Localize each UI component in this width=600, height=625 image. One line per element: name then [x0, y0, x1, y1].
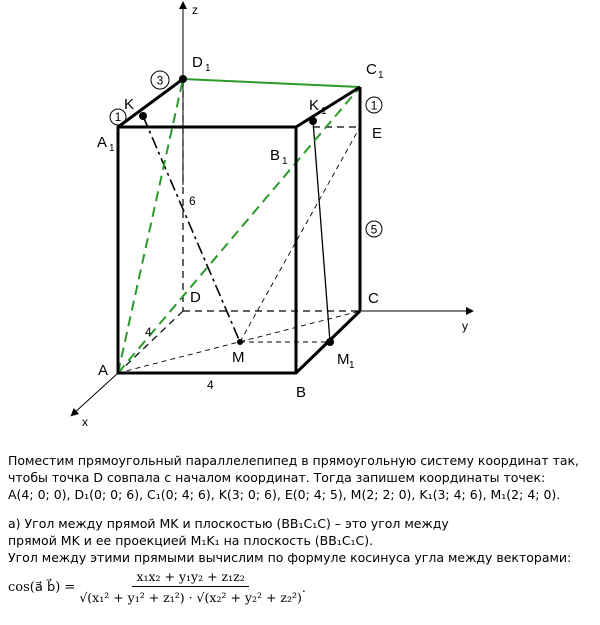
- label-k1: K: [309, 97, 320, 114]
- label-d1-sub: 1: [205, 63, 211, 74]
- label-a1: A: [97, 134, 108, 151]
- label-c1: C: [366, 61, 377, 78]
- dimension-6: 6: [189, 194, 196, 208]
- point-k: [139, 112, 147, 120]
- intro-line-1: Поместим прямоугольный параллелепипед в прямоугольную систему координат так,: [8, 453, 580, 468]
- circled-number-5: 5: [370, 222, 378, 237]
- circled-number-1-right: 1: [370, 98, 378, 113]
- part-a-line-3: Угол между этими прямыми вычислим по формуле косинуса угла между векторами:: [8, 550, 572, 565]
- point-m1: [326, 338, 334, 346]
- part-a-line-1: а) Угол между прямой MK и плоскостью (BB₁C₁C) – это угол между: [8, 516, 449, 531]
- intro-line-2: чтобы точка D совпала с началом координат. Тогда запишем координаты точек:: [8, 470, 546, 485]
- label-e: E: [372, 125, 383, 142]
- label-a1-sub: 1: [109, 143, 115, 154]
- coordinates-line: A(4; 0; 0), D₁(0; 0; 6), C₁(0; 4; 6), K(3; 0; 6), E(0; 4; 5), M(2; 2; 0), K₁(3; 4; 6), M₁(2; 4; 0).: [8, 487, 561, 502]
- label-m1-sub: 1: [349, 360, 355, 371]
- dimension-4-left: 4: [145, 325, 152, 339]
- formula-end: .: [301, 579, 306, 595]
- formula-denominator: √(x₁² + y₁² + z₁²) · √(x₂² + y₂² + z₂²): [79, 590, 302, 605]
- part-a-line-2: прямой MK и ее проекцией M₁K₁ на плоскость (BB₁C₁C).: [8, 533, 374, 548]
- x-axis: [72, 373, 118, 415]
- formula-fraction: [79, 568, 302, 606]
- x-axis-label: x: [82, 415, 88, 429]
- formula-numerator: x₁x₂ + y₁y₂ + z₁z₂: [132, 568, 248, 587]
- circled-number-1-left: 1: [114, 110, 122, 124]
- point-k1: [309, 117, 317, 125]
- label-k: K: [124, 96, 135, 113]
- y-axis-label: y: [462, 319, 468, 333]
- label-m: M: [232, 349, 245, 366]
- circled-number-3: 3: [156, 73, 164, 88]
- z-axis-label: z: [192, 3, 198, 17]
- label-b1-sub: 1: [282, 156, 288, 167]
- label-c: C: [368, 290, 379, 307]
- segment-mk: [143, 116, 240, 342]
- solution-text: [8, 452, 594, 606]
- label-c1-sub: 1: [378, 70, 384, 81]
- cosine-formula: [8, 568, 594, 606]
- circled-numbers: [110, 71, 382, 237]
- label-k1-sub: 1: [321, 106, 327, 117]
- label-d: D: [190, 289, 201, 306]
- construction-lines: [118, 127, 360, 373]
- formula-lhs: cos(a⃗ b⃗) =: [8, 579, 76, 595]
- label-d1: D: [192, 54, 203, 71]
- dimension-4-bottom: 4: [207, 378, 214, 392]
- label-m1: M: [337, 351, 350, 368]
- points: [139, 75, 334, 346]
- green-lines: [118, 79, 360, 373]
- point-m: [237, 339, 243, 345]
- segment-m1k1: [313, 121, 330, 342]
- label-b1: B: [270, 147, 281, 164]
- label-b: B: [296, 384, 307, 401]
- point-d1: [179, 75, 187, 83]
- label-a: A: [98, 362, 109, 379]
